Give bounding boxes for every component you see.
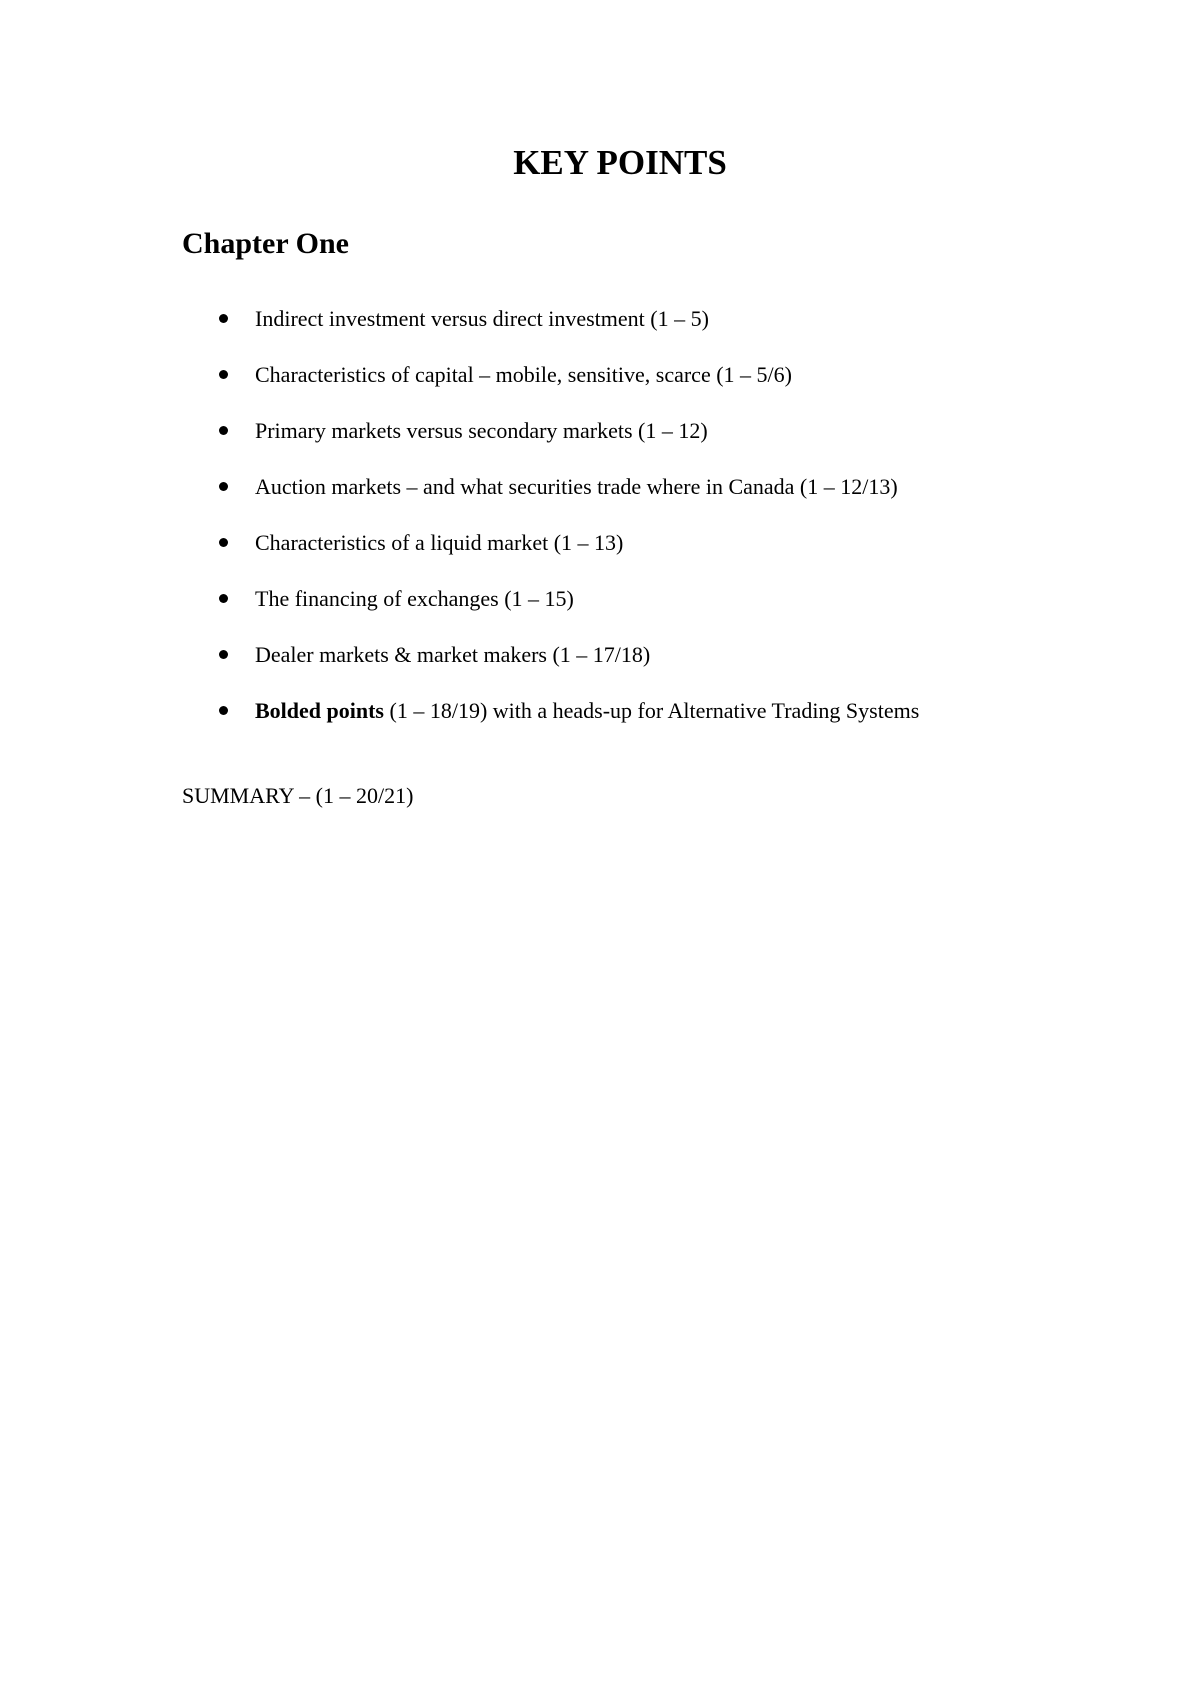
bullet-icon — [219, 706, 228, 715]
bullet-icon — [219, 426, 228, 435]
bullet-icon — [219, 594, 228, 603]
list-item-remainder: (1 – 18/19) with a heads-up for Alternative Trading Systems — [384, 698, 920, 723]
bullet-icon — [219, 538, 228, 547]
list-item-text: Primary markets versus secondary markets (1 – 12) — [255, 418, 708, 443]
bullet-icon — [219, 314, 228, 323]
bullet-icon — [219, 370, 228, 379]
bullet-icon — [219, 650, 228, 659]
list-item-text: Characteristics of a liquid market (1 – 13) — [255, 530, 624, 555]
list-item-text: The financing of exchanges (1 – 15) — [255, 586, 574, 611]
list-item-text: Indirect investment versus direct investment (1 – 5) — [255, 306, 709, 331]
page-title: KEY POINTS — [513, 143, 727, 182]
list-item-text: Auction markets – and what securities trade where in Canada (1 – 12/13) — [255, 474, 898, 499]
bullet-icon — [219, 482, 228, 491]
summary-line: SUMMARY – (1 – 20/21) — [182, 783, 414, 808]
list-item-text: Characteristics of capital – mobile, sensitive, scarce (1 – 5/6) — [255, 362, 792, 387]
list-item-text — [255, 691, 919, 731]
list-item-text: Dealer markets & market makers (1 – 17/18) — [255, 642, 651, 667]
chapter-heading: Chapter One — [182, 227, 349, 260]
bolded-points-label: Bolded points — [255, 698, 384, 723]
